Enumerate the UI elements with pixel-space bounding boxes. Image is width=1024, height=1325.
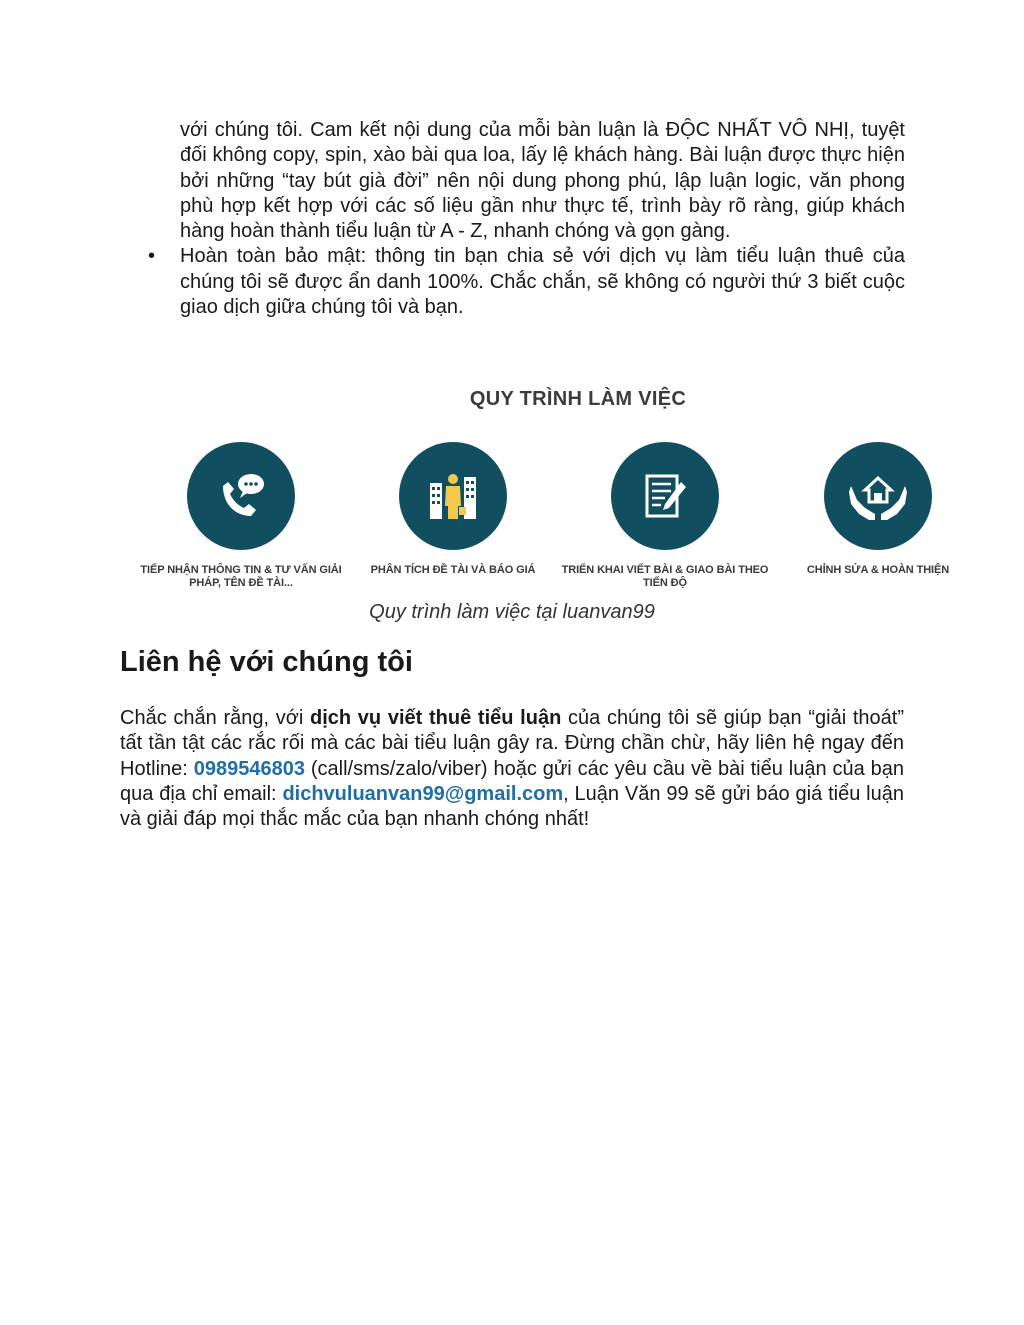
step-label: TRIỂN KHAI VIẾT BÀI & GIAO BÀI THEO TIẾN ĐỘ xyxy=(561,564,769,589)
text-segment: Chắc chắn rằng, với xyxy=(120,707,310,729)
phone-chat-icon xyxy=(187,442,295,550)
list-item-text: Hoàn toàn bảo mật: thông tin bạn chia sẻ với dịch vụ làm tiểu luận thuê của chúng tôi sẽ được ẩn danh 100%. Chắc chắn, sẽ không có người thứ 3 biết cuộc giao dịch giữa chúng tôi và bạn. xyxy=(180,245,905,319)
section-heading: Liên hệ với chúng tôi xyxy=(120,646,413,678)
workflow-step-2 xyxy=(348,442,558,577)
list-item-continuation: với chúng tôi. Cam kết nội dung của mỗi bàn luận là ĐỘC NHẤT VÔ NHỊ, tuyệt đối không copy, spin, xào bài qua loa, lấy lệ khách hàng. Bài luận được thực hiện bởi những “tay bút già đời” nên nội dung phong phú, lập luận logic, văn phong phù hợp kết hợp với các số liệu gần như thực tế, trình bày rõ ràng, giúp khách hàng hoàn thành tiểu luận từ A - Z, nhanh chóng và gọn gàng. xyxy=(180,119,905,243)
workflow-step-3 xyxy=(560,442,770,590)
step-label: PHÂN TÍCH ĐỀ TÀI VÀ BÁO GIÁ xyxy=(370,564,536,576)
figure-title: QUY TRÌNH LÀM VIỆC xyxy=(469,388,687,410)
email-link[interactable]: dichvuluanvan99@gmail.com xyxy=(282,782,564,805)
step-label: TIẾP NHẬN THÔNG TIN & TƯ VẤN GIẢI PHÁP, TÊN ĐỀ TÀI... xyxy=(140,564,342,589)
workflow-step-4 xyxy=(773,442,983,577)
step-label: CHỈNH SỬA & HOÀN THIỆN xyxy=(806,564,950,576)
hands-house-icon xyxy=(824,442,932,550)
list-item xyxy=(148,244,905,320)
feature-list xyxy=(148,118,905,320)
text-segment: , Luận Văn 99 sẽ gửi báo giá tiểu luận và giải đáp mọi thắc mắc của bạn nhanh chóng nhất! xyxy=(120,782,904,831)
text-segment: (call/sms/zalo/viber) hoặc gửi các yêu cầu về bài tiểu luận của bạn qua địa chỉ email: xyxy=(120,757,904,805)
figure-caption: Quy trình làm việc tại luanvan99 xyxy=(369,601,655,623)
service-link-text: dịch vụ viết thuê tiểu luận xyxy=(310,707,562,729)
workflow-step-1 xyxy=(136,442,346,590)
workflow-figure xyxy=(120,380,966,595)
bullet-icon: • xyxy=(148,245,156,268)
businessman-city-icon xyxy=(399,442,507,550)
contact-paragraph xyxy=(120,706,904,832)
document-pen-icon xyxy=(611,442,719,550)
hotline-link[interactable]: 0989546803 xyxy=(193,757,305,780)
text-segment: của chúng tôi sẽ giúp bạn “giải thoát” tất tần tật các rắc rối mà các bài tiểu luận gây ra. Đừng chần chừ, hãy liên hệ ngay đến Hotline: xyxy=(120,707,904,780)
